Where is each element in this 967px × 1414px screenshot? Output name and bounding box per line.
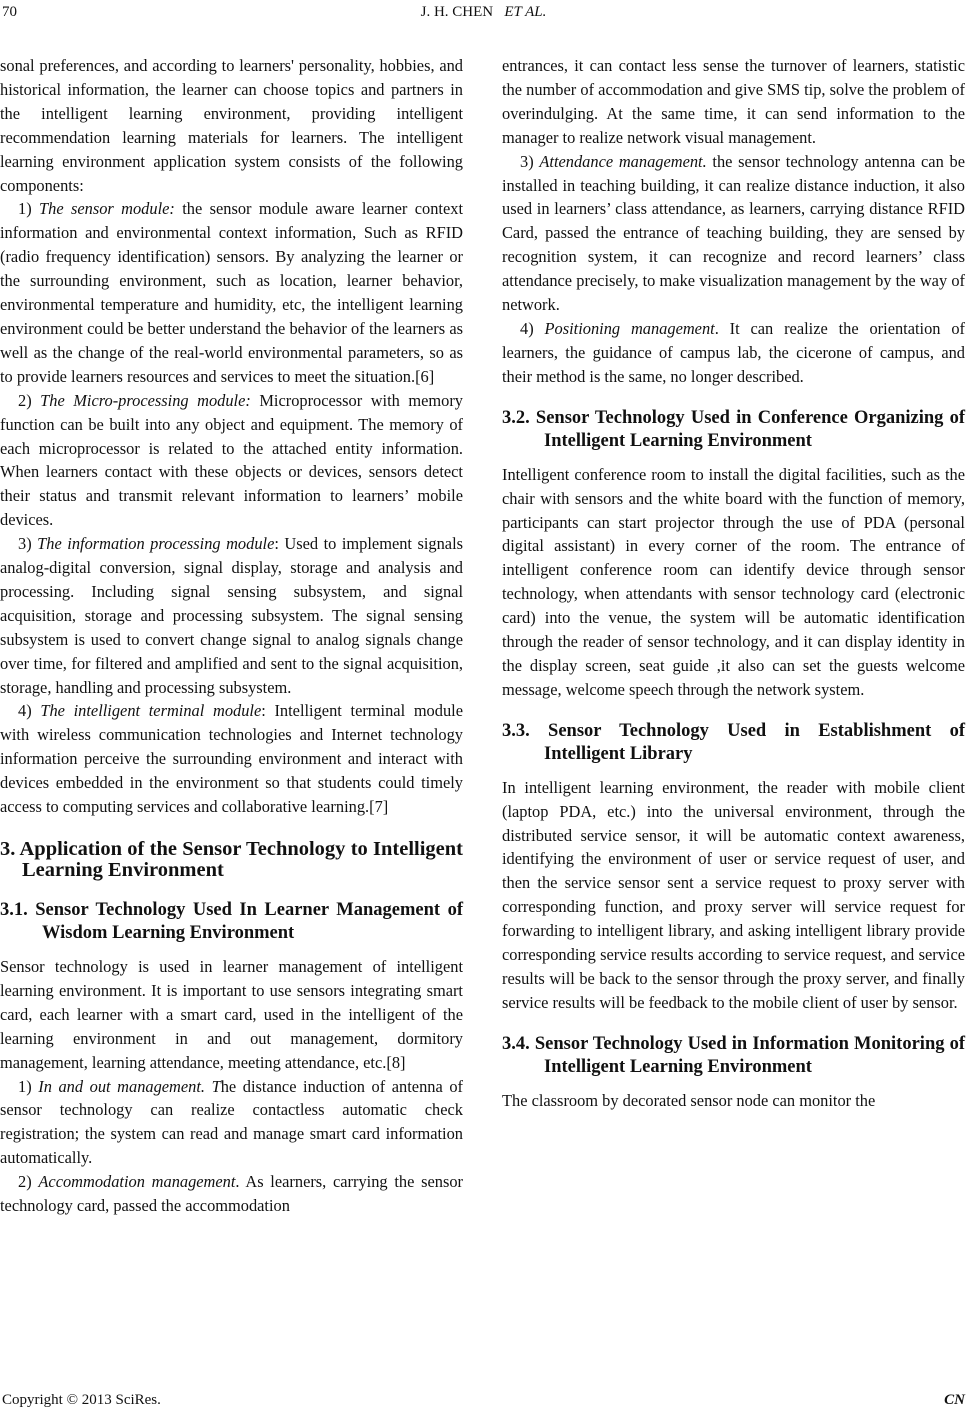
paragraph-micro-processing-module: 2) The Micro-processing module: Microprocessor with memory function can be built into any object and equipment. The memory of each microprocessor is related to the attached entity information. When learners contact with these objects or devices, sensors detect their status and transmit relevant information to learners’ mobile devices.	[0, 390, 463, 530]
paragraph-attendance-management: 3) Attendance management. the sensor technology antenna can be installed in teaching building, it can realize distance induction, it also used in learners’ class attendance, as learners, carrying distance RFID Card, passed the entrance of teaching building, they are sensed by recognition system, it can recognize and record learners’ class attendance precisely, to make visualization management by the way of network.	[502, 151, 965, 315]
page-number: 70	[2, 4, 17, 20]
journal-abbrev: CN	[944, 1392, 965, 1408]
paragraph-intelligent-terminal-module: 4) The intelligent terminal module: Intelligent terminal module with wireless communication technologies and Internet technology information perceive the surrounding environment and interact with devices embedded in the environment so that students could timely access to computing services and collaborative learning.[7]	[0, 701, 463, 817]
paragraph: Intelligent conference room to install the digital facilities, such as the chair with sensors and the white board with the function of memory, participants can start projector through the use of PDA (personal digital assistant) in every corner of the room. The entrance of intelligent conference room can identify device through sensor technology, when attendants with sensor technology card (electronic card) into the venue, the system will be automatic identification through the reader of sensor technology, and it can display identity in the display screen, seat guide ,it also can set the guests welcome message, welcome speech through the network system.	[502, 464, 965, 699]
paragraph-in-out-management: 1) In and out management. The distance induction of antenna of sensor technology can realize contactless automatic check registration; the system can read and manage smart card information automatically.	[0, 1076, 463, 1168]
paragraph: Sensor technology is used in learner management of intelligent learning environment. It is important to use sensors integrating smart card, each learner with a smart card, used in the intelligent of the learning environment in and out management, dormitory management, learning attendance, meeting attendance, etc.[8]	[0, 957, 463, 1072]
left-column	[0, 54, 463, 1218]
subsection-heading-3-4: 3.4. Sensor Technology Used in Information Monitoring of Intelligent Learning Environment	[502, 1033, 965, 1077]
paragraph-information-processing-module: 3) The information processing module: Used to implement signals analog-digital conversion, signal display, storage and analysis and processing. Including signal sensing subsystem, and signal acquisition, storage and processing subsystem. The signal sensing subsystem is used to convert change signal to analog signals change over time, for filtered and amplified and sent to the signal acquisition, storage, handling and processing subsystem.	[0, 534, 464, 697]
et-al: ET AL.	[504, 4, 547, 20]
page-header	[0, 0, 967, 30]
paragraph: entrances, it can contact less sense the turnover of learners, statistic the number of accommodation and give SMS tip, solve the problem of overindulging. At the same time, it can send information to the manager to realize network visual management.	[502, 56, 965, 147]
subsection-heading-3-1: 3.1. Sensor Technology Used In Learner Management of Wisdom Learning Environment	[0, 900, 463, 943]
copyright: Copyright © 2013 SciRes.	[2, 1392, 161, 1408]
paragraph-sensor-module: 1) The sensor module: the sensor module aware learner context information and environmental context information, Such as RFID (radio frequency identification) sensors. By analyzing the learner or the surrounding environment, such as location, learner behavior, environmental temperature and humidity, etc, the intelligent learning environment could be better understand the behavior of the learners as well as the change of the real-world environmental parameters, so as to provide learners resources and services to meet the situation.[6]	[0, 199, 463, 386]
paragraph: The classroom by decorated sensor node can monitor the	[502, 1090, 876, 1110]
paragraph-accommodation-management: 2) Accommodation management. As learners, carrying the sensor technology card, passed the accommodation	[0, 1172, 463, 1216]
right-column	[502, 54, 965, 1113]
subsection-heading-3-3: 3.3. Sensor Technology Used in Establishment of Intelligent Library	[502, 720, 965, 764]
subsection-heading-3-2: 3.2. Sensor Technology Used in Conference Organizing of Intelligent Learning Environment	[502, 407, 965, 451]
paragraph: sonal preferences, and according to learners' personality, hobbies, and historical information, the learner can choose topics and partners in the intelligent learning environment, providing intelligent recommendation learning materials for learners. The intelligent learning environment application system consists of the following components:	[0, 56, 463, 195]
running-head	[0, 4, 967, 21]
section-heading-3: 3. Application of the Sensor Technology to Intelligent Learning Environment	[0, 838, 463, 881]
page-footer	[0, 1392, 967, 1414]
paragraph: In intelligent learning environment, the reader with mobile client (laptop PDA, etc.) into the universal environment, through the distributed service sensor, it will be automatic context awareness, identifying the environment of user or service request of user, and then the service sensor sent a service request to proxy server with corresponding function, and proxy server will service request for forwarding to intelligent library, and asking intelligent library provide corresponding service results according to service request, and service results will be back to the sensor through the proxy server, and finally service results will be feedback to the mobile client of user by sensor.	[502, 777, 965, 1012]
authors: J. H. CHEN	[420, 4, 494, 20]
paragraph-positioning-management: 4) Positioning management. It can realize the orientation of learners, the guidance of campus lab, the cicerone of campus, and their method is the same, no longer described.	[502, 318, 965, 386]
